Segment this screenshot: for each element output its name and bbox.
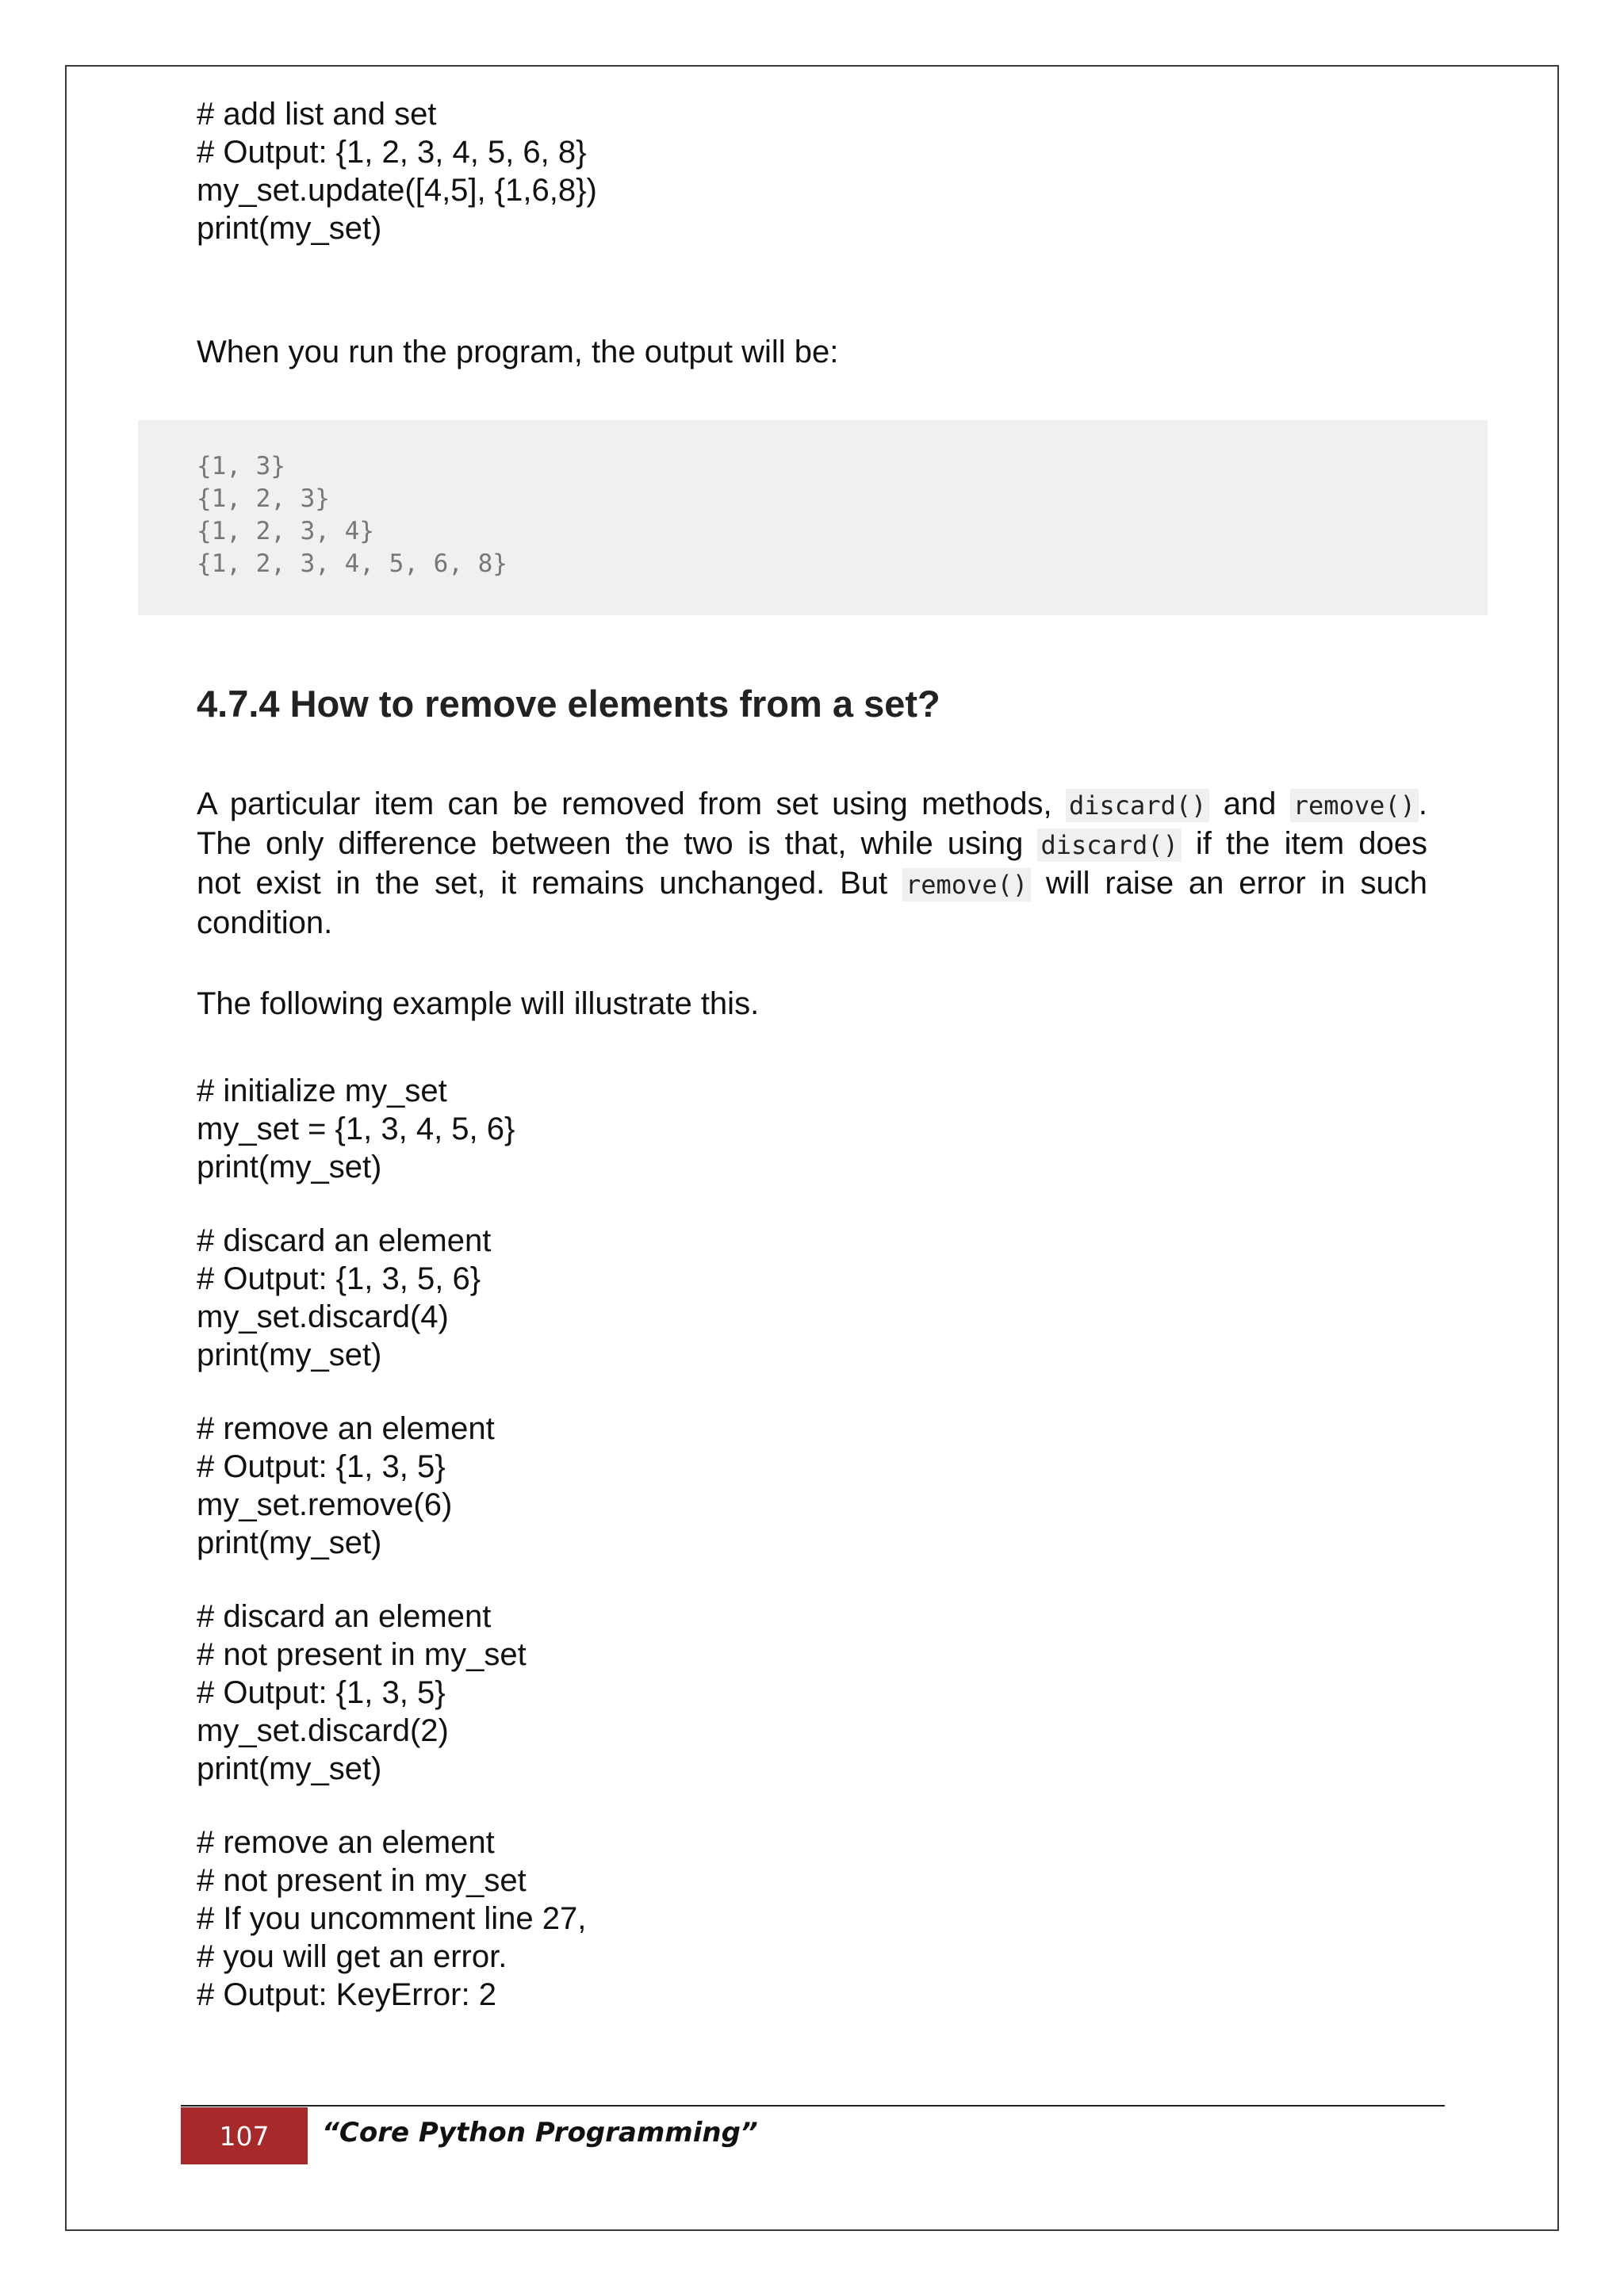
inline-code-remove: remove() [1290, 789, 1419, 822]
code-block-initialize [197, 1072, 515, 1186]
page-number: 107 [219, 2120, 270, 2152]
code-block-update [197, 95, 597, 247]
code-line: # add list and set [197, 97, 437, 132]
code-line: my_set.update([4,5], {1,6,8}) [197, 173, 597, 208]
output-line: {1, 3} [197, 452, 285, 480]
code-line: # Output: {1, 3, 5, 6} [197, 1261, 481, 1296]
code-line: # Output: KeyError: 2 [197, 1977, 496, 2012]
code-block-remove [197, 1410, 495, 1562]
code-line: print(my_set) [197, 1525, 382, 1560]
inline-code-discard: discard() [1066, 789, 1209, 822]
code-line: # not present in my_set [197, 1863, 527, 1898]
code-line: print(my_set) [197, 1337, 382, 1372]
code-line: # remove an element [197, 1825, 495, 1860]
code-line: # discard an element [197, 1599, 492, 1634]
text-run: . [1418, 786, 1428, 821]
page-number-badge [181, 2107, 308, 2164]
paragraph-line [197, 864, 1427, 904]
code-line: # you will get an error. [197, 1939, 508, 1974]
code-line: print(my_set) [197, 1150, 382, 1184]
code-block-remove-missing [197, 1823, 586, 2014]
text-run: and [1209, 786, 1290, 821]
footer-rule [181, 2105, 1445, 2107]
section-heading: 4.7.4 How to remove elements from a set? [197, 683, 940, 725]
output-line: {1, 2, 3} [197, 484, 330, 513]
code-line: my_set.remove(6) [197, 1487, 453, 1522]
illustrate-text: The following example will illustrate this. [197, 986, 760, 1021]
code-line: # discard an element [197, 1223, 492, 1258]
code-line: # initialize my_set [197, 1073, 447, 1108]
code-line: my_set.discard(2) [197, 1713, 449, 1748]
code-line: # Output: {1, 2, 3, 4, 5, 6, 8} [197, 135, 587, 170]
run-output-intro: When you run the program, the output will be: [197, 335, 839, 369]
output-block [138, 420, 1488, 615]
code-line: my_set.discard(4) [197, 1299, 449, 1334]
code-line: print(my_set) [197, 1751, 382, 1786]
inline-code-remove: remove() [902, 868, 1031, 901]
paragraph-line: condition. [197, 905, 333, 940]
book-title: “Core Python Programming” [322, 2117, 758, 2149]
paragraph-line [197, 785, 1427, 825]
inline-code-discard: discard() [1037, 828, 1181, 862]
text-run: will raise an error in such [1031, 866, 1427, 901]
code-line: my_set = {1, 3, 4, 5, 6} [197, 1112, 515, 1146]
code-line: print(my_set) [197, 211, 382, 246]
code-block-discard-missing [197, 1598, 527, 1788]
code-line: # Output: {1, 3, 5} [197, 1675, 446, 1710]
code-block-discard [197, 1222, 491, 1374]
code-line: # not present in my_set [197, 1637, 527, 1672]
code-line: # If you uncomment line 27, [197, 1901, 587, 1936]
text-run: not exist in the set, it remains unchanged. But [197, 866, 903, 901]
section-paragraph [197, 785, 1427, 942]
text-run: A particular item can be removed from set using methods, [197, 786, 1066, 821]
text-run: if the item does [1181, 826, 1427, 861]
code-line: # remove an element [197, 1411, 495, 1446]
text-run: The only difference between the two is that, while using [197, 826, 1038, 861]
output-line: {1, 2, 3, 4, 5, 6, 8} [197, 549, 508, 578]
code-line: # Output: {1, 3, 5} [197, 1449, 446, 1484]
output-line: {1, 2, 3, 4} [197, 517, 374, 545]
paragraph-line [197, 825, 1427, 864]
